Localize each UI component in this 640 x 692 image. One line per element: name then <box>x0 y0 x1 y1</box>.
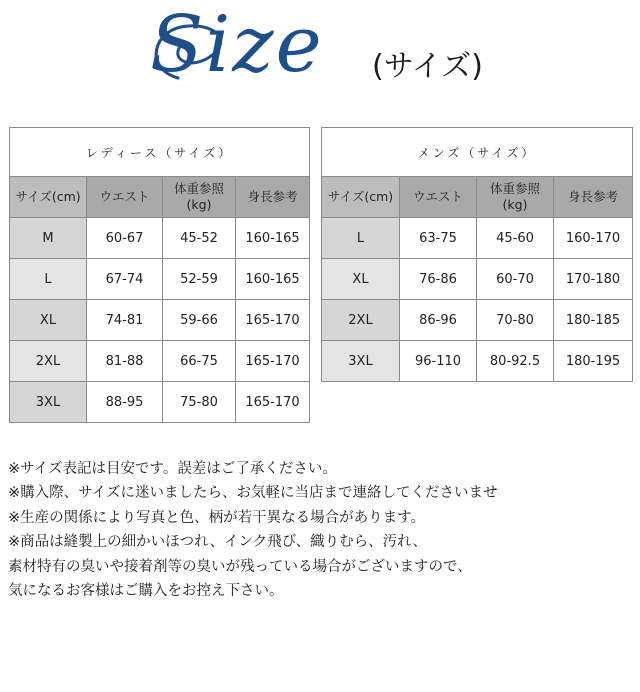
table-cell: XL <box>322 259 400 300</box>
note-line: 気になるお客様はご購入をお控え下さい。 <box>8 582 284 599</box>
table-cell: 165-170 <box>236 382 310 423</box>
table-cell: 160-170 <box>554 218 633 259</box>
table-row <box>10 300 310 341</box>
table-row <box>322 218 633 259</box>
table-cell: 3XL <box>322 341 400 382</box>
column-header: ウエスト <box>400 177 477 218</box>
table-cell: 75-80 <box>163 382 236 423</box>
column-header: 身長参考 <box>236 177 310 218</box>
notes-section <box>8 457 640 603</box>
table-cell: 67-74 <box>87 259 163 300</box>
title-banner <box>0 0 640 110</box>
table-cell: 76-86 <box>400 259 477 300</box>
table-cell: 70-80 <box>477 300 554 341</box>
table-cell: 60-70 <box>477 259 554 300</box>
table-row <box>10 341 310 382</box>
table-cell: 170-180 <box>554 259 633 300</box>
table-cell: 74-81 <box>87 300 163 341</box>
table-cell: 66-75 <box>163 341 236 382</box>
table-cell: 88-95 <box>87 382 163 423</box>
column-header: サイズ(cm) <box>322 177 400 218</box>
table-row <box>10 382 310 423</box>
note-line: ※生産の関係により写真と色、柄が若干異なる場合があります。 <box>8 509 425 526</box>
note-line: 素材特有の臭いや接着剤等の臭いが残っている場合がございますので、 <box>8 558 472 575</box>
table-cell: 45-52 <box>163 218 236 259</box>
table-cell: 96-110 <box>400 341 477 382</box>
table-cell: 80-92.5 <box>477 341 554 382</box>
table-row <box>322 259 633 300</box>
column-header: 体重参照 (kg) <box>163 177 236 218</box>
table-cell: 160-165 <box>236 218 310 259</box>
column-header: ウエスト <box>87 177 163 218</box>
table-cell: 160-165 <box>236 259 310 300</box>
size-subtitle: (サイズ) <box>372 49 484 84</box>
table-cell: 63-75 <box>400 218 477 259</box>
women-size-table <box>9 127 310 423</box>
note-line: ※購入際、サイズに迷いましたら、お気軽に当店まで連絡してくださいませ <box>8 485 498 502</box>
table-cell: 52-59 <box>163 259 236 300</box>
table-row <box>322 300 633 341</box>
column-header: 身長参考 <box>554 177 633 218</box>
note-line: ※商品は縫製上の細かいほつれ、インク飛び、織りむら、汚れ、 <box>8 534 428 551</box>
size-title: Size <box>150 0 324 90</box>
note-line: ※サイズ表記は目安です。誤差はご了承ください。 <box>8 461 337 477</box>
table-cell: 59-66 <box>163 300 236 341</box>
table-cell: M <box>10 218 87 259</box>
table-caption: レディース（サイズ） <box>10 128 310 177</box>
table-caption: メンズ（サイズ） <box>322 128 633 177</box>
table-cell: L <box>322 218 400 259</box>
table-cell: 180-195 <box>554 341 633 382</box>
table-cell: 2XL <box>322 300 400 341</box>
table-row <box>10 218 310 259</box>
table-cell: XL <box>10 300 87 341</box>
table-cell: 165-170 <box>236 300 310 341</box>
table-cell: 81-88 <box>87 341 163 382</box>
table-cell: 2XL <box>10 341 87 382</box>
table-cell: 180-185 <box>554 300 633 341</box>
table-cell: 60-67 <box>87 218 163 259</box>
table-cell: 86-96 <box>400 300 477 341</box>
table-row <box>10 259 310 300</box>
column-header: 体重参照 (kg) <box>477 177 554 218</box>
column-header: サイズ(cm) <box>10 177 87 218</box>
table-row <box>322 341 633 382</box>
table-cell: 45-60 <box>477 218 554 259</box>
men-size-table <box>321 127 633 382</box>
table-cell: 3XL <box>10 382 87 423</box>
table-cell: L <box>10 259 87 300</box>
table-cell: 165-170 <box>236 341 310 382</box>
